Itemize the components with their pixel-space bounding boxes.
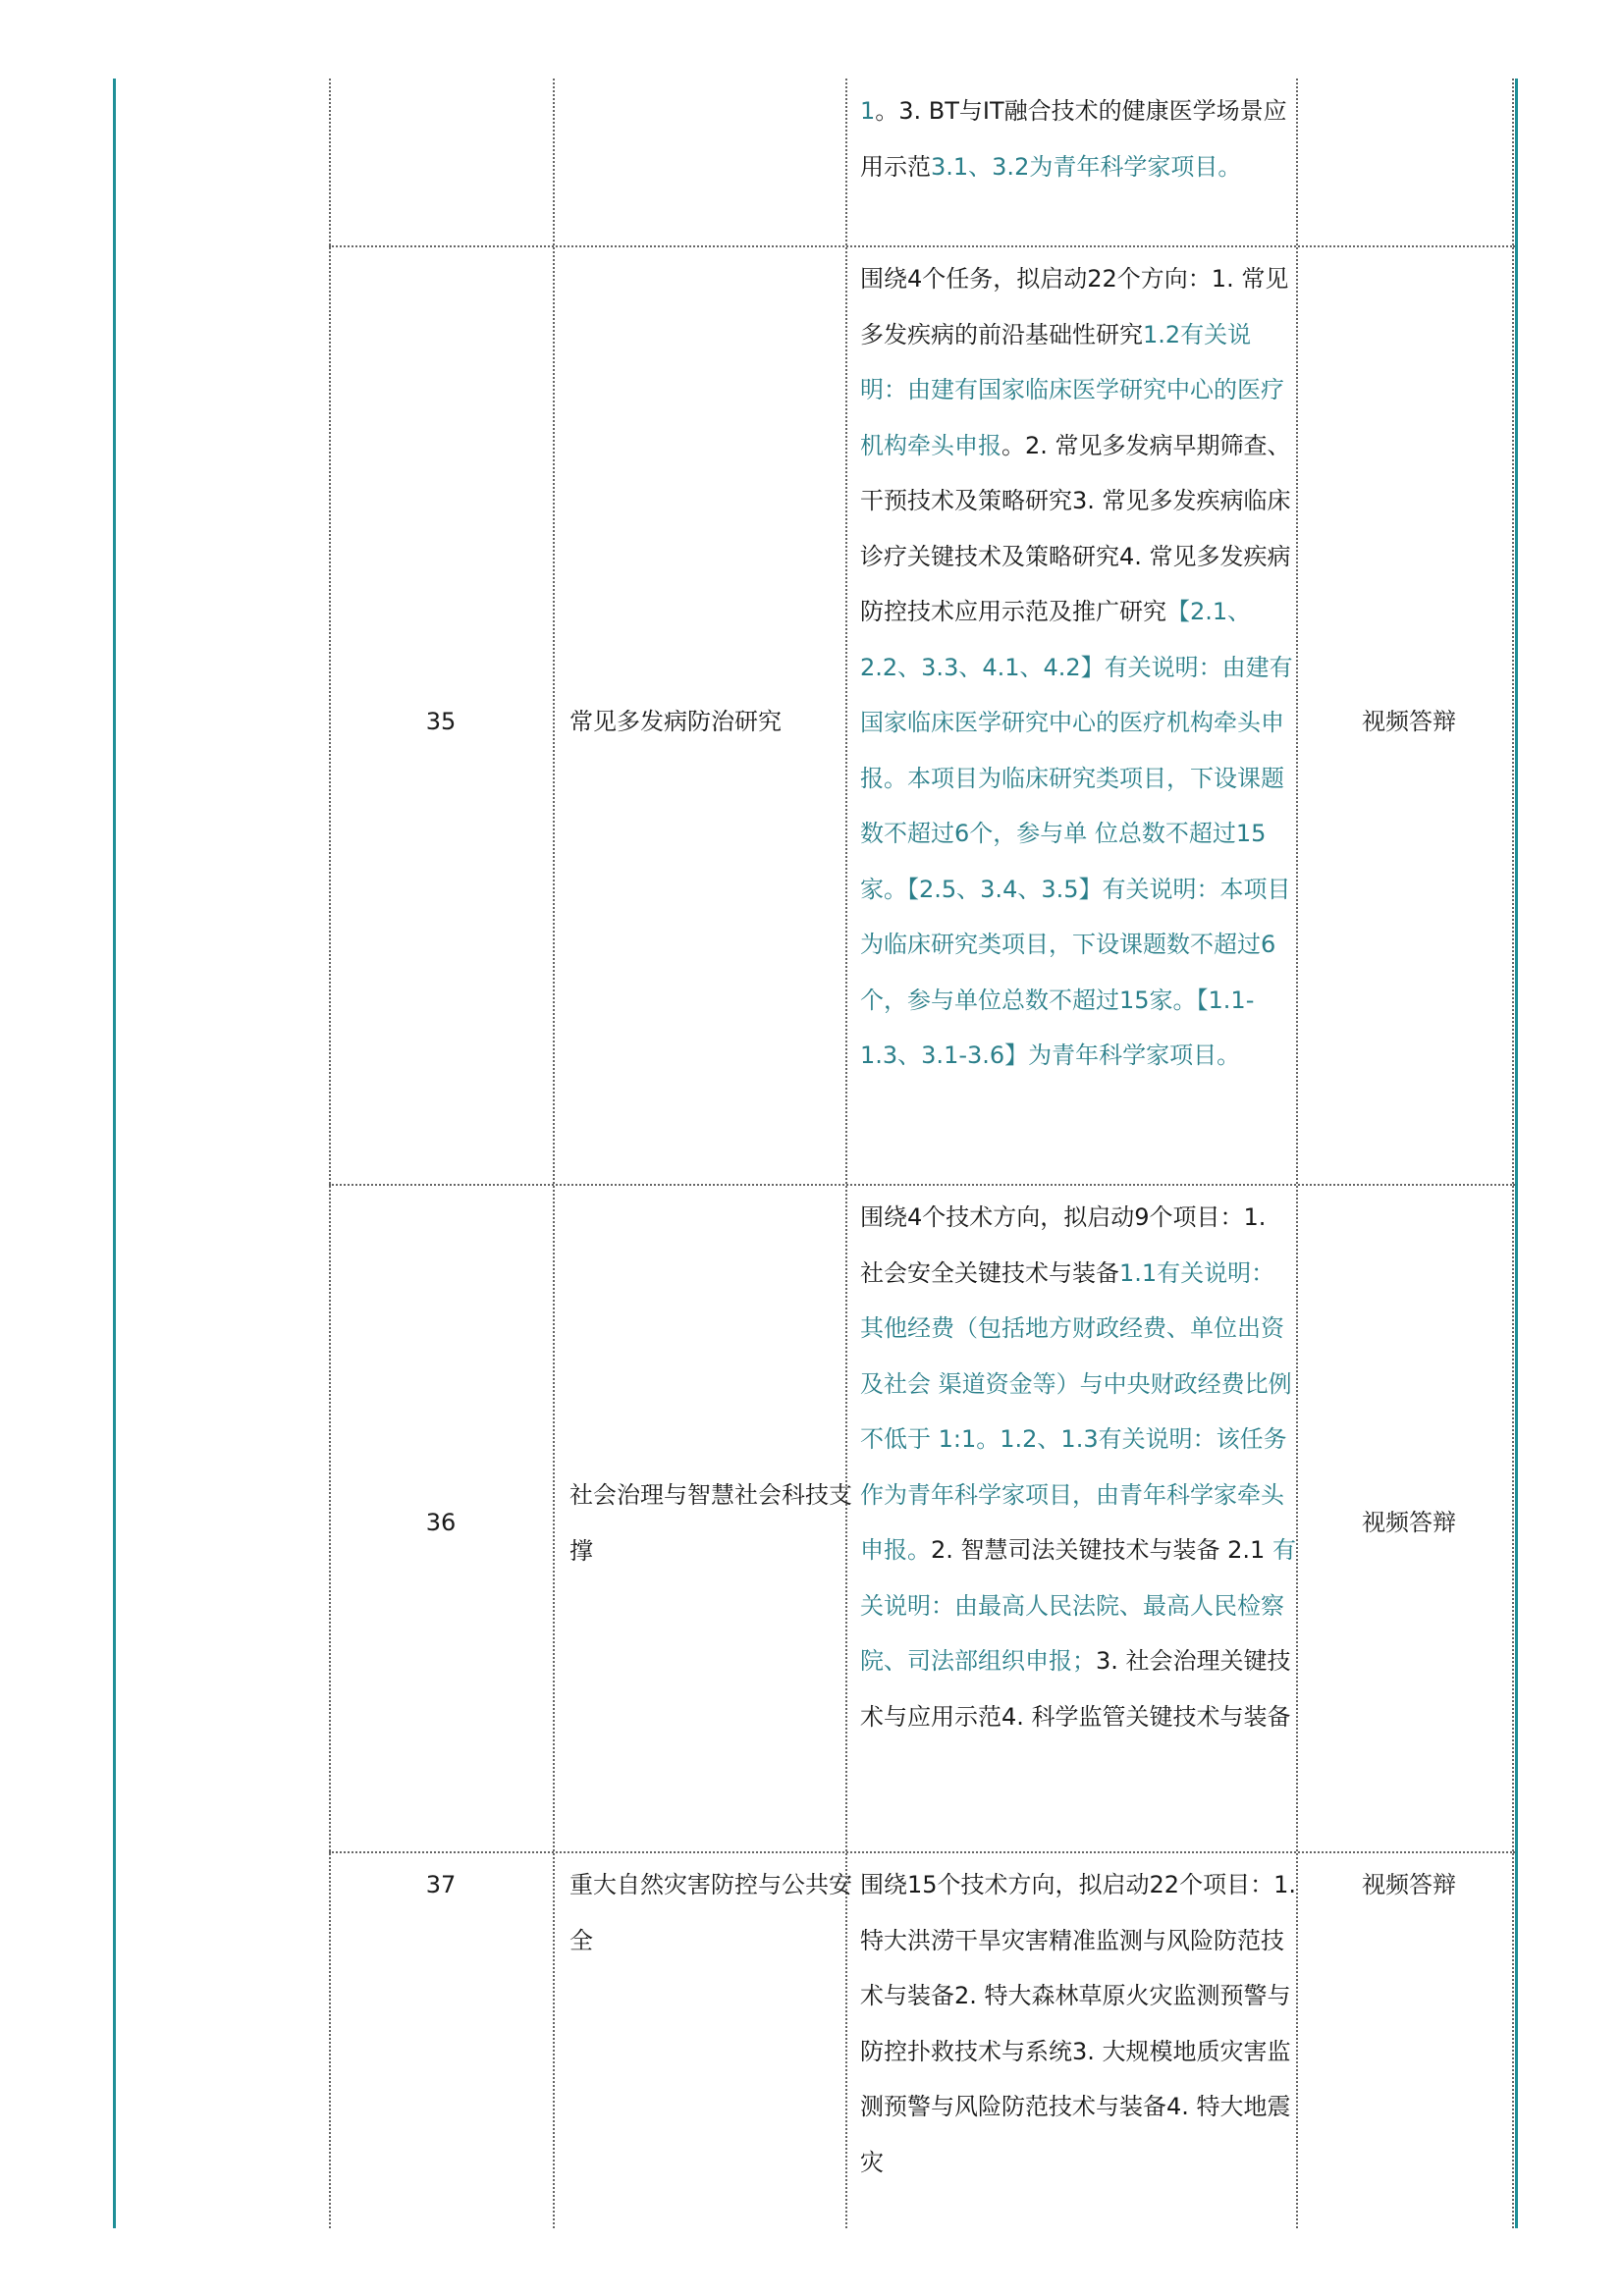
content-segment: 有关说明：由最高人民法院、最高人民检察院、司法部组织申报； [860,1536,1296,1675]
content-segment: 1.2有关说明：由建有国家临床医学研究中心的医疗机构牵头申报 [860,320,1284,459]
content-segment: 。3. BT与IT融合技术的健康医学场景应用示范 [860,97,1287,181]
content-segment: 【2.1、2.2、3.3、4.1、4.2】有关说明：由建有国家临床医学研究中心的医疗机构牵头申报。本项目为临床研究类项目，下设课题数不超过6个，参与单 位总数不超过15家。【2.5、3.4、3.5】有关说明：本项目为临床研究类项目，下设课题数不超过6个，参与单位总数不超过15家。【1.1-1.3、3.1-3.6】为青年科学家项目。 [860,598,1293,1069]
page-frame-left [113,79,116,2228]
row-35-content [860,251,1296,1084]
row-divider [329,245,1515,247]
content-segment: 1.1有关说明：其他经费（包括地方财政经费、单位出资及社会 渠道资金等）与中央财政经费比例不低于 1:1。1.2、1.3有关说明：该任务作为青年科学家项目，由青年科学家牵头申报。 [860,1258,1292,1564]
row-35-defense: 视频答辩 [1362,708,1456,735]
content-segment: 1 [860,97,876,125]
row-37-content [860,1857,1296,2190]
content-segment: 。2. 常见多发病早期筛查、干预技术及策略研究3. 常见多发疾病临床诊疗关键技术及策略研究4. 常见多发疾病防控技术应用示范及推广研究 [860,431,1291,625]
row-divider [329,1851,1515,1853]
table-border-col2 [553,79,555,2228]
content-segment: 3. 社会治理关键技术与应用示范4. 科学监管关键技术与装备 [860,1647,1291,1731]
table-border-col5 [1512,79,1514,2228]
row-35-number: 35 [425,708,457,735]
row-37-number: 37 [425,1871,457,1898]
row-prev-content [860,83,1296,194]
row-36-name: 社会治理与智慧社会科技支撑 [569,1481,852,1565]
content-segment: 围绕4个技术方向，拟启动9个项目：1. 社会安全关键技术与装备 [860,1203,1267,1287]
content-segment: 围绕15个技术方向，拟启动22个项目：1. 特大洪涝干旱灾害精准监测与风险防范技术与装备2. 特大森林草原火灾监测预警与防控扑救技术与系统3. 大规模地质灾害监测预警与风险防范技术与装备4. 特大地震灾 [860,1871,1296,2176]
row-37-name: 重大自然灾害防控与公共安全 [569,1871,852,1954]
row-divider [329,1184,1515,1186]
content-segment: 3.1、3.2为青年科学家项目。 [931,152,1242,181]
table-border-col4 [1296,79,1298,2228]
page-frame-right [1515,79,1518,2228]
content-segment: 2. 智慧司法关键技术与装备 2.1 [931,1536,1266,1564]
content-segment: 围绕4个任务，拟启动22个方向：1. 常见多发疾病的前沿基础性研究 [860,265,1289,348]
row-36-number: 36 [425,1509,457,1536]
row-35-name: 常见多发病防治研究 [569,708,782,735]
row-36-defense: 视频答辩 [1362,1509,1456,1536]
row-37-defense: 视频答辩 [1362,1871,1456,1898]
row-36-content [860,1190,1296,1744]
